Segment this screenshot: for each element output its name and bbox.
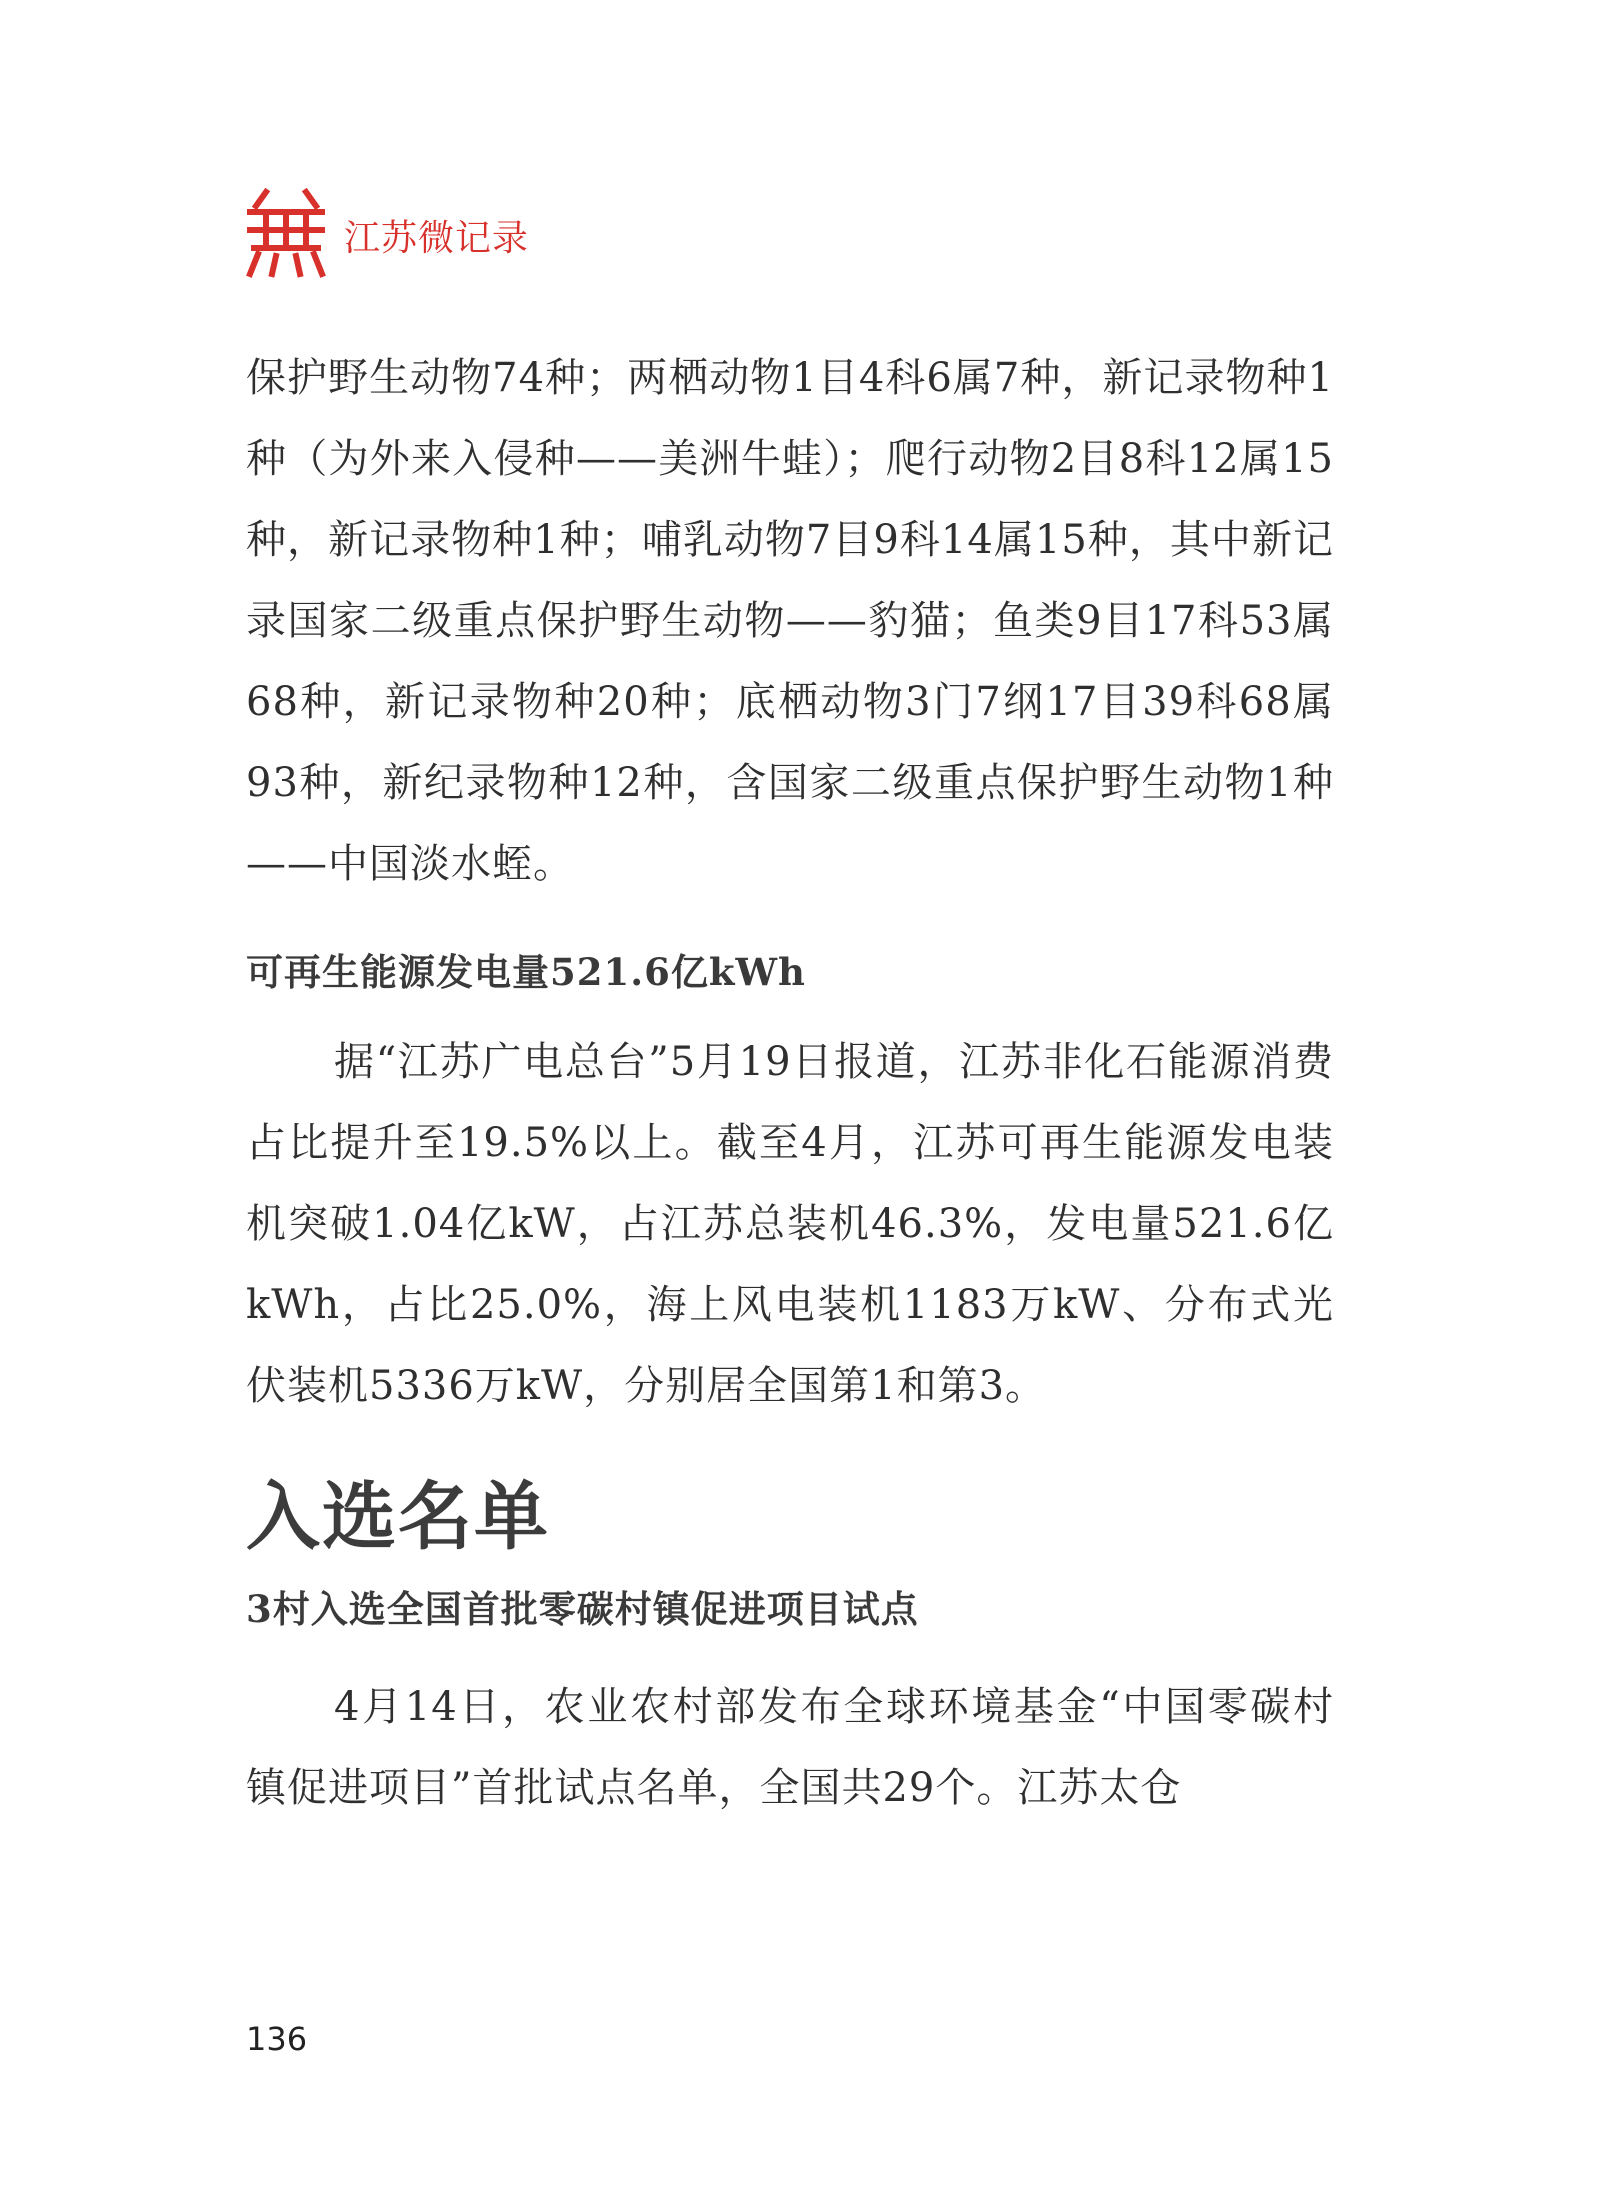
- subhead-renewable-energy: 可再生能源发电量521.6亿kWh: [246, 950, 806, 994]
- paragraph-renewable-energy: 据“江苏广电总台”5月19日报道，江苏非化石能源消费占比提升至19.5%以上。截至4月，江苏可再生能源发电装机突破1.04亿kW，占江苏总装机46.3%，发电量521.6亿kWh，占比25.0%，海上风电装机1183万kW、分布式光伏装机5336万kW，分别居全国第1和第3。: [246, 1039, 1334, 1409]
- section-title: 入选名单: [246, 1474, 550, 1560]
- paragraph-zero-carbon-villages: 4月14日，农业农村部发布全球环境基金“中国零碳村镇促进项目”首批试点名单，全国共29个。江苏太仓: [246, 1684, 1334, 1811]
- subhead-zero-carbon-villages: 3村入选全国首批零碳村镇促进项目试点: [246, 1587, 919, 1631]
- jiangsu-logo-icon: [244, 188, 328, 280]
- brand-title: 江苏微记录: [344, 218, 530, 259]
- page-body: [246, 338, 1334, 1829]
- page-number: 136: [246, 2020, 308, 2058]
- paragraph-wildlife: 保护野生动物74种；两栖动物1目4科6属7种，新记录物种1种（为外来入侵种——美洲牛蛙）；爬行动物2目8科12属15种，新记录物种1种；哺乳动物7目9科14属15种，其中新记录国家二级重点保护野生动物——豹猫；鱼类9目17科53属68种，新记录物种20种；底栖动物3门7纲17目39科68属93种，新纪录物种12种，含国家二级重点保护野生动物1种——中国淡水蛭。: [246, 355, 1334, 887]
